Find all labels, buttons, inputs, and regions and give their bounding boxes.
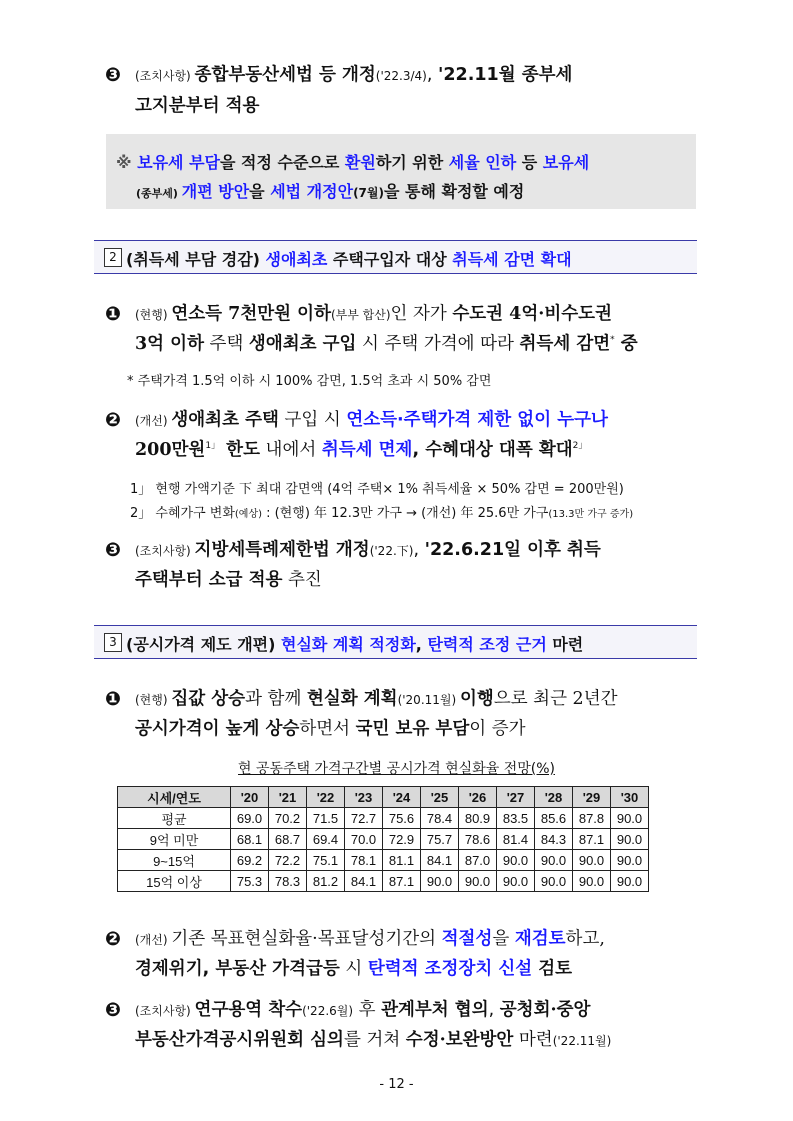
number-3-icon: ❸: [105, 64, 122, 86]
value-cell: 90.0: [611, 871, 649, 892]
value-cell: 75.7: [421, 829, 459, 850]
value-cell: 68.7: [269, 829, 307, 850]
section-2-header: 2 (취득세 부담 경감) 생애최초 주택구입자 대상 취득세 감면 확대: [94, 240, 697, 274]
value-cell: 78.6: [459, 829, 497, 850]
value-cell: 75.6: [383, 808, 421, 829]
table-row: [118, 808, 649, 829]
table-row: [118, 871, 649, 892]
value-cell: 90.0: [611, 808, 649, 829]
value-cell: 75.3: [231, 871, 269, 892]
value-cell: 84.3: [535, 829, 573, 850]
value-cell: 70.2: [269, 808, 307, 829]
number-3-icon: ❸: [105, 539, 122, 561]
value-cell: 87.1: [383, 871, 421, 892]
value-cell: 72.9: [383, 829, 421, 850]
value-cell: 78.1: [345, 850, 383, 871]
value-cell: 81.1: [383, 850, 421, 871]
value-cell: 90.0: [573, 871, 611, 892]
row-label-cell: 평균: [118, 808, 231, 829]
section-3-header: 3 (공시가격 제도 개편) 현실화 계획 적정화, 탄력적 조정 근거 마련: [94, 625, 697, 659]
value-cell: 87.0: [459, 850, 497, 871]
number-3-icon: ❸: [105, 999, 122, 1021]
value-cell: 83.5: [497, 808, 535, 829]
row-label-cell: 9~15억: [118, 850, 231, 871]
value-cell: 90.0: [421, 871, 459, 892]
value-cell: 71.5: [307, 808, 345, 829]
value-cell: 90.0: [459, 871, 497, 892]
value-cell: 80.9: [459, 808, 497, 829]
table-header-row: 시세/연도 '20 '21 '22 '23 '24 '25 '26 '27 '28 '29 '30: [118, 787, 649, 808]
value-cell: 72.7: [345, 808, 383, 829]
value-cell: 69.0: [231, 808, 269, 829]
page-number: - 12 -: [379, 1077, 414, 1092]
value-cell: 87.8: [573, 808, 611, 829]
value-cell: 90.0: [497, 850, 535, 871]
value-cell: 78.3: [269, 871, 307, 892]
value-cell: 90.0: [497, 871, 535, 892]
value-cell: 84.1: [345, 871, 383, 892]
value-cell: 87.1: [573, 829, 611, 850]
value-cell: 90.0: [535, 871, 573, 892]
item-3-line-2: 고지분부터 적용: [135, 96, 260, 116]
number-1-icon: ❶: [105, 303, 122, 325]
value-cell: 84.1: [421, 850, 459, 871]
value-cell: 72.2: [269, 850, 307, 871]
value-cell: 69.4: [307, 829, 345, 850]
value-cell: 90.0: [611, 850, 649, 871]
note-box: ※ 보유세 부담을 적정 수준으로 환원하기 위한 세율 인하 등 보유세 (종부세) 개편 방안을 세법 개정안(7월)을 통해 확정할 예정: [106, 134, 696, 209]
row-label-cell: 15억 이상: [118, 871, 231, 892]
s2-footnote-2: 2」 수혜가구 변화(예상) : (현행) 年 12.3만 가구 → (개선) 年 25.6만 가구(13.3만 가구 증가): [130, 506, 634, 521]
section-number-box: 3: [104, 633, 122, 652]
section-number-box: 2: [104, 248, 122, 267]
s2-item-1-footnote: * 주택가격 1.5억 이하 시 100% 감면, 1.5억 초과 시 50% 감면: [127, 374, 492, 389]
value-cell: 81.2: [307, 871, 345, 892]
value-cell: 85.6: [535, 808, 573, 829]
table-row: [118, 850, 649, 871]
value-cell: 78.4: [421, 808, 459, 829]
row-label-cell: 9억 미만: [118, 829, 231, 850]
table-caption: 현 공동주택 가격구간별 공시가격 현실화율 전망(%): [238, 761, 555, 777]
value-cell: 90.0: [573, 850, 611, 871]
value-cell: 68.1: [231, 829, 269, 850]
value-cell: 81.4: [497, 829, 535, 850]
value-cell: 75.1: [307, 850, 345, 871]
realization-rate-table: [117, 786, 649, 892]
value-cell: 90.0: [535, 850, 573, 871]
value-cell: 90.0: [611, 829, 649, 850]
value-cell: 69.2: [231, 850, 269, 871]
number-1-icon: ❶: [105, 688, 122, 710]
s2-footnote-1: 1」 현행 가액기준 下 최대 감면액 (4억 주택× 1% 취득세율 × 50% 감면 = 200만원): [130, 482, 624, 497]
number-2-icon: ❷: [105, 409, 122, 431]
table-row: [118, 829, 649, 850]
value-cell: 70.0: [345, 829, 383, 850]
number-2-icon: ❷: [105, 928, 122, 950]
